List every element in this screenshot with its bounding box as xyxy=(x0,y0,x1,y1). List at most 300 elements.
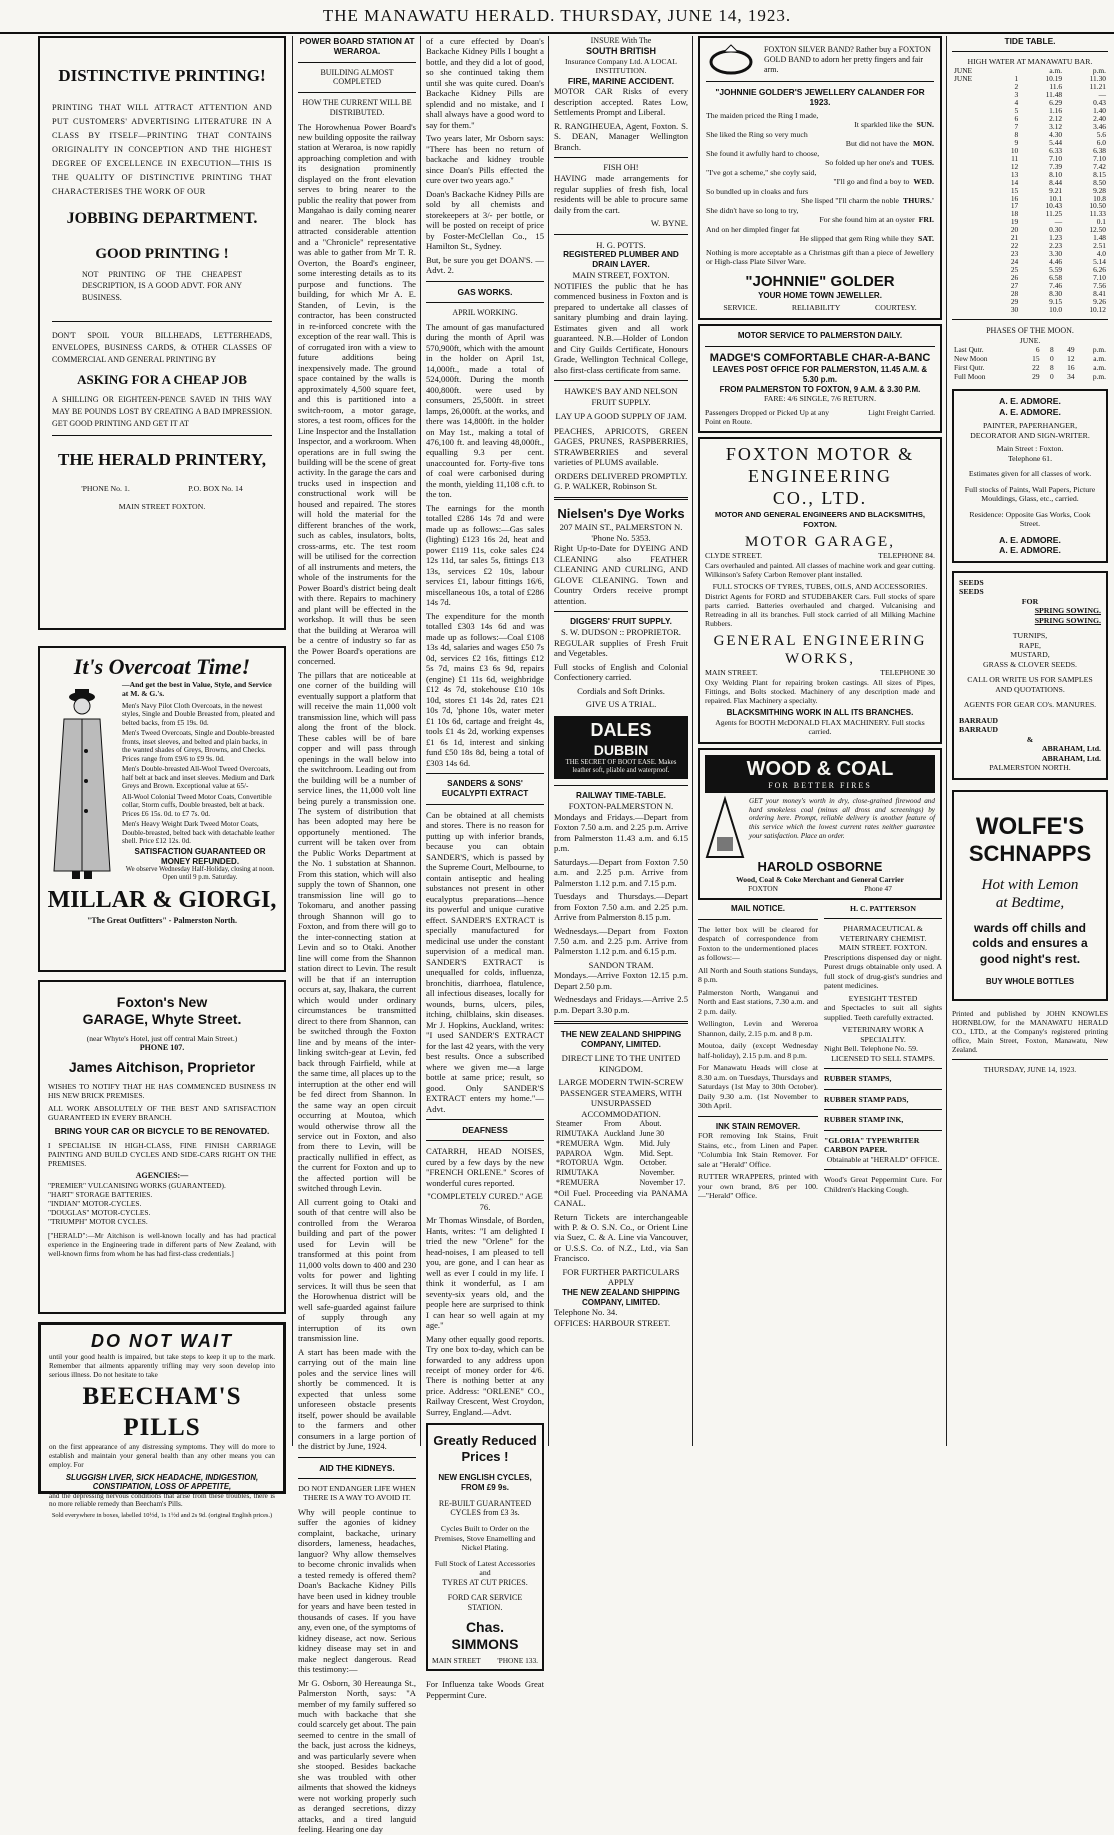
table-cell: 1.16 xyxy=(1049,105,1063,115)
column-5 xyxy=(698,36,942,1450)
table-row xyxy=(952,274,1108,282)
table-cell xyxy=(952,250,996,258)
table-cell: 10.1 xyxy=(1049,193,1063,203)
table-cell: June 30 xyxy=(639,1129,665,1139)
table-cell: 7 xyxy=(1014,121,1019,131)
table-row xyxy=(952,306,1108,314)
table-cell: 18 xyxy=(1010,209,1019,219)
table-cell: 6.58 xyxy=(1049,273,1063,283)
dubbin-dales: DALES xyxy=(590,719,652,740)
overcoat-subtitle: —And get the best in Value, Style, and Service at M. & G.'s. xyxy=(122,679,272,698)
golder-tag: COURTESY. xyxy=(875,302,917,312)
table-cell: Wgtn. xyxy=(603,1138,624,1148)
shipping-company: THE NEW ZEALAND SHIPPING COMPANY, LIMITED. xyxy=(562,1287,680,1307)
madge-footer xyxy=(705,408,935,427)
wolfe-wards: wards off chills and colds and ensures a good night's rest. xyxy=(972,920,1088,966)
table-row xyxy=(952,155,1108,163)
overcoat-man-icon xyxy=(46,681,118,881)
moon-headline: PHASES OF THE MOON. xyxy=(986,326,1074,336)
doans-para: of a cure effected by Doan's Backache Kidney Pills I bought a bottle, and they did a lot of good, so she continued taking them until she was quite cured. Doan's Backache Kidney Pills are splendid and no mistake, and I shall always have a good word to say for them." xyxy=(426,36,544,130)
table-cell: 29 xyxy=(1010,297,1019,307)
table-row xyxy=(554,1149,688,1159)
patterson-para: and Spectacles to suit all sights supplied. Teeth carefully extracted. xyxy=(824,1003,942,1022)
printery-phone: 'PHONE No. 1. xyxy=(81,484,130,494)
table-cell: 7.10 xyxy=(1093,273,1106,283)
table-cell xyxy=(952,234,996,242)
fme-garage-contact xyxy=(705,551,935,561)
woods-cure: Wood's Great Peppermint Cure. For Children's Hacking Cough. xyxy=(824,1175,942,1194)
seeds-abraham: ABRAHAM, Ltd. xyxy=(1041,753,1101,763)
fme-agents: Agents for BOOTH McDONALD FLAX MACHINERY. Full stocks carried. xyxy=(715,718,925,737)
table-cell: 12.50 xyxy=(1089,225,1106,235)
wolfe-bedtime: at Bedtime, xyxy=(995,895,1065,912)
imprint-date: THURSDAY, JUNE 14, 1923. xyxy=(983,1065,1077,1075)
madge-fare: FARE: 4/6 SINGLE, 7/6 RETURN. xyxy=(763,394,877,404)
table-cell xyxy=(952,298,996,306)
table-cell: 14 xyxy=(1010,177,1019,187)
fme-tel: TELEPHONE 84. xyxy=(878,551,935,561)
fruit-name: G. P. WALKER, Robinson St. xyxy=(554,480,657,491)
table-cell: 10 xyxy=(1010,145,1019,155)
poem-text: So folded up her one's and xyxy=(825,158,908,167)
calander-end: Nothing is more acceptable as a Christmas gift than a piece of Jewellery or High-class Plate Silver Ware. xyxy=(706,247,934,266)
column-rule xyxy=(692,36,693,1446)
table-cell: 49 xyxy=(1067,345,1075,355)
table-cell: 0.43 xyxy=(1093,97,1106,107)
garage-title-2: GARAGE, Whyte Street. xyxy=(82,1011,242,1028)
table-cell: 10.0 xyxy=(1049,305,1063,315)
table-cell xyxy=(952,195,996,203)
table-cell: New Moon xyxy=(954,354,988,364)
table-cell: 13 xyxy=(1010,169,1019,179)
kidneys-para: Why will people continue to suffer the agonies of kidney complaint, backache, urinary disorders, lameness, headaches, languor? Why allow themselves to become chronic invalids when a tested remedy is offered them? Doan's Backache Kidney Pills have been used in kidney trouble for years and have been tested in thousands of cases. If you have any, even one, of the symptoms of kidney disease, act now. Serious kidney disease may set in and make neglect dangerous. Read this testimony:— xyxy=(298,1506,416,1675)
admore-phone: Telephone 61. xyxy=(1007,453,1053,463)
column-rule xyxy=(420,36,421,1446)
golder-sub: YOUR HOME TOWN JEWELLER. xyxy=(758,290,882,300)
table-row xyxy=(952,187,1108,195)
table-cell: — xyxy=(1098,89,1106,99)
admore-name: A. E. ADMORE. xyxy=(999,406,1061,417)
table-cell: First Qutr. xyxy=(954,363,985,373)
poem-text: She didn't have so long to try, xyxy=(706,205,799,215)
seeds-for: FOR xyxy=(1021,596,1039,606)
table-header-cell: From xyxy=(603,1119,622,1129)
admore-residence: Residence: Opposite Gas Works, Cook Street. xyxy=(969,509,1091,529)
table-cell xyxy=(952,107,996,115)
diggers-cordials: Cordials and Soft Drinks. xyxy=(577,685,665,696)
table-row xyxy=(554,1139,688,1149)
table-row xyxy=(952,372,1108,381)
table-cell: 2.23 xyxy=(1049,241,1063,251)
table-cell: 16 xyxy=(1067,363,1075,373)
gas-works-para: The earnings for the month totalled £286 14s 7d and were made up as follows:—Gas sales (lighting) £123 16s 2d, heat and power £119 11s, coke sales £24 12s 11d, tar sales 5s, fittings £13 13s, services £2 10s, labour services £1, labour fittings 16/6, miscellaneous 10s, a total of £286 14s 7d. xyxy=(426,502,544,608)
table-cell: 0 xyxy=(1049,354,1054,364)
table-cell: 6.0 xyxy=(1096,137,1106,147)
garage-proprietor: James Aitchison, Proprietor xyxy=(68,1059,256,1076)
cycles-ford: FORD CAR SERVICE STATION. xyxy=(447,1593,523,1613)
table-cell xyxy=(952,115,996,123)
table-cell: 23 xyxy=(1010,249,1019,259)
madge-freight: Light Freight Carried. xyxy=(868,407,935,417)
table-cell: p.m. xyxy=(1092,345,1106,355)
gas-works-para: The expenditure for the month totalled £303 14s 6d and was made up as follows:—Coal £108 13s 4d, salaries and wages £50 7s 0d, services £2 16s, fittings £12 5s 7d, mains £3 6s 9d, repairs (engine) £1 11s 6d, weighbridge £12 4s 7d, stokehouse £10 10s 10d, stores £1 14s 2d, rates £21 10s 7d, 'phone 10s, water meter £1 10s 6d, cartage and freight 4s, tools £1 4s 2d, working expenses £1 6s 1d, interest and sinking fund £50 18s 8d, being a total of £303 14s 6d. xyxy=(426,610,544,768)
table-cell: Mid. Sept. xyxy=(639,1148,674,1158)
wolfe-hot: Hot with Lemon xyxy=(981,876,1079,893)
poem-line xyxy=(706,158,934,168)
table-cell: 0.1 xyxy=(1096,217,1106,227)
jobbing-heading: JOBBING DEPARTMENT. xyxy=(66,210,258,228)
beecham-after: on the first appearance of any distressing symptoms. They will do more to establish and maintain your general health than any other means you can employ. For xyxy=(49,1443,275,1469)
insure-para: MOTOR CAR Risks of every description accepted. Rates Low, Settlements Prompt and Liberal. xyxy=(554,86,688,118)
herald-printery-heading: THE HERALD PRINTERY, xyxy=(57,449,266,469)
table-cell: 0.30 xyxy=(1049,225,1063,235)
table-cell xyxy=(952,242,996,250)
table-cell: a.m. xyxy=(1093,354,1106,364)
table-row xyxy=(952,107,1108,115)
patterson-vet: VETERINARY WORK A SPECIALITY. xyxy=(842,1025,924,1044)
fme-garage: MOTOR GARAGE, xyxy=(745,533,895,550)
table-row xyxy=(554,1129,688,1139)
diggers-heading: DIGGERS' FRUIT SUPPLY. xyxy=(570,617,672,627)
table-cell xyxy=(952,290,996,298)
table-cell: 30 xyxy=(1010,305,1019,315)
agency-item: "HART" STORAGE BATTERIES. xyxy=(48,1190,153,1200)
table-cell: 16 xyxy=(1010,193,1019,203)
wood-name: HAROLD OSBORNE xyxy=(757,858,883,874)
power-board-para: All current going to Otaki and south of that centre will also be controlled from the Weraroa building and part of the power used for Levin will be transformed at this point from 11,000 volts down to 400 and 230 volts for power and lighting services. It will thus be seen that the Horowhenua district will be well safe-guarded against failure of supply through any interruption of its own transmission line. xyxy=(298,1196,416,1344)
table-cell: 10.50 xyxy=(1089,201,1106,211)
cycles-title: Greatly Reduced Prices ! xyxy=(433,1433,537,1465)
table-cell: 8.50 xyxy=(1093,177,1106,187)
fruit-heading: HAWKE'S BAY AND NELSON FRUIT SUPPLY. xyxy=(564,386,678,407)
shipping-telephone: Telephone No. 34. xyxy=(554,1307,618,1318)
poem-line xyxy=(706,149,934,159)
table-cell: 2 xyxy=(1014,81,1019,91)
table-cell: 20 xyxy=(1010,225,1019,235)
dye-works-para: Right Up-to-Date for DYEING AND CLEANING also FEATHER CLEANING AND CURLING, AND GLOVE CLEANING. Town and Country Orders receive prompt attention. xyxy=(554,543,688,606)
table-cell xyxy=(952,171,996,179)
poem-day: THURS.' xyxy=(903,196,934,205)
table-cell: 9.26 xyxy=(1093,297,1106,307)
wood-title: WOOD & COAL xyxy=(746,757,894,780)
table-cell: 6.38 xyxy=(1093,145,1106,155)
simmons-phone: 'PHONE 133. xyxy=(497,1656,538,1666)
railway-para: Saturdays.—Depart from Foxton 7.50 a.m. and 2.25 p.m. Arrive from Palmerston 1.12 p.m. and 7.15 p.m. xyxy=(554,856,688,888)
wood-phone: Phone 47 xyxy=(864,883,892,893)
table-cell: 1 xyxy=(1014,73,1019,83)
ink-headline: INK STAIN REMOVER. xyxy=(715,1121,801,1131)
admore-name: A. E. ADMORE. xyxy=(999,396,1061,407)
cycles-built: Cycles Built to Order on the Premises, Stove Enamelling and Nickel Plating. xyxy=(434,1524,536,1553)
eucalypti-headline: SANDERS & SONS' EUCALYPTI EXTRACT xyxy=(441,779,529,798)
madge-from: FROM PALMERSTON TO FOXTON, 9 A.M. & 3.30 P.M. xyxy=(719,384,921,394)
seeds-abraham: ABRAHAM, Ltd. xyxy=(1041,744,1101,754)
seeds-barraud: BARRAUD xyxy=(959,715,998,725)
fme-para: District Agents for FORD and STUDEBAKER Cars. Full stocks of spare parts carried. Batteries overhauled and charged. Vulcanising and Retreading in all its branches. Full stock carried of all Milking Machine Rubbers. xyxy=(705,591,935,629)
poem-line xyxy=(706,130,934,140)
gloria-title: "GLORIA" TYPEWRITER CARBON PAPER. xyxy=(824,1135,920,1155)
table-cell: 5 xyxy=(1014,105,1019,115)
table-cell: 11.21 xyxy=(1089,81,1106,91)
table-row xyxy=(952,242,1108,250)
table-cell: 34 xyxy=(1067,372,1075,382)
table-cell: 8.44 xyxy=(1049,177,1063,187)
madge-title: MADGE'S COMFORTABLE CHAR-A-BANC xyxy=(709,351,931,364)
eucalypti-para: Can be obtained at all chemists and stores. There is no reason for putting up with inferior brands, because you can obtain SANDER'S, which is passed by the Supreme Court, Melbourne, to contain antiseptic and healing substances not present in other eucalyptus preparations—hence its powerful and unique curative effect. SANDER'S EXTRACT is specially manufactured for medicinal use under the constant supervision of a medical man. SANDER'S EXTRACT is unequalled for colds, influenza, bronchitis, diarrhoea, flatulence, all infectious diseases, locally for wounds, burns, ulcers, piles, itching, chilblains, skin diseases. Mr J. Hopkins, Auckland, writes: "I used SANDER'S EXTRACT for the last 42 years, with the very best results. Once a subscribed where we given me—a large bottle at same price; result, so good. Only SANDER'S EXTRACT enters my home."—Advt. xyxy=(426,810,544,1114)
table-cell: Last Qutr. xyxy=(954,345,984,355)
dye-works-title: Nielsen's Dye Works xyxy=(557,506,685,522)
table-cell: 8 xyxy=(1049,345,1054,355)
diggers-proprietor: S. W. DUDSON :: PROPRIETOR. xyxy=(561,627,681,638)
table-cell: 27 xyxy=(1010,281,1019,291)
diggers-trial: GIVE US A TRIAL. xyxy=(585,699,657,710)
table-cell: 8 xyxy=(1014,129,1019,139)
wood-desc: Wood, Coal & Coke Merchant and General Carrier xyxy=(736,874,904,884)
table-row xyxy=(952,298,1108,306)
diggers-para: Full stocks of English and Colonial Confectionery carried. xyxy=(554,661,688,683)
poem-line xyxy=(706,225,934,235)
golder-tag: SERVICE. xyxy=(723,302,758,312)
seeds-item: MUSTARD, xyxy=(1010,650,1050,660)
railway-para: Mondays and Fridays.—Depart from Foxton 7.50 a.m. and 2.25 p.m. Arrive from Palmerston 11.43 a.m. and 6.15 p.m. xyxy=(554,811,688,854)
overcoat-item: Men's Tweed Overcoats, Single and Double-breasted fronts, inset sleeves, and belted and plain backs, in the wanted shades of Greys, Browns, and Checks. Prices range from £9/6 to £9 9s. 0d. xyxy=(122,729,275,763)
fish-headline: FISH OH! xyxy=(603,163,639,173)
table-cell: 3.46 xyxy=(1093,121,1106,131)
table-cell: 7.39 xyxy=(1049,161,1063,171)
poem-text: "I'll go and find a boy to xyxy=(833,177,910,186)
table-cell xyxy=(952,179,996,187)
table-cell xyxy=(952,218,996,226)
fme-title-1: FOXTON MOTOR & xyxy=(725,444,915,465)
table-cell xyxy=(952,202,996,210)
rubber-ink: RUBBER STAMP INK, xyxy=(824,1115,904,1125)
garage-work: ALL WORK ABSOLUTELY OF THE BEST AND SATISFACTION GUARANTEED IN EVERY BRANCH. xyxy=(48,1103,276,1122)
cycles-ad xyxy=(426,1423,544,1671)
column-1 xyxy=(38,36,286,1520)
golder-band: FOXTON SILVER BAND? Rather buy a FOXTON GOLD BAND to adorn her pretty fingers and fair arm. xyxy=(764,45,931,74)
column-rule xyxy=(548,36,549,1446)
table-cell: 3 xyxy=(1014,89,1019,99)
gas-works-subhead: APRIL WORKING. xyxy=(452,307,518,317)
good-printing-body: NOT PRINTING OF THE CHEAPEST DESCRIPTION, IS A GOOD ADVT. FOR ANY BUSINESS. xyxy=(82,270,242,302)
table-header xyxy=(952,67,1108,75)
insure-line: INSURE With The xyxy=(590,36,652,45)
poem-text: She found it awfully hard to choose, xyxy=(706,148,820,158)
railway-para: Tuesdays and Thursdays.—Depart from Foxton 7.50 a.m. and 2.25 p.m. Arrive from Palmerston 8.15 p.m. xyxy=(554,891,688,923)
table-row xyxy=(952,210,1108,218)
table-cell xyxy=(952,306,996,314)
table-cell xyxy=(952,91,996,99)
table-cell: 11.30 xyxy=(1089,73,1106,83)
patterson-address: MAIN STREET. FOXTON. xyxy=(838,943,928,953)
table-row xyxy=(952,115,1108,123)
poem-line xyxy=(706,120,934,130)
table-cell: 9.15 xyxy=(1049,297,1063,307)
simmons-name: Chas. SIMMONS xyxy=(451,1618,519,1652)
sandon-para: Mondays.—Arrive Foxton 12.15 p.m. Depart 2.50 p.m. xyxy=(554,970,688,991)
printing-title: DISTINCTIVE PRINTING! xyxy=(58,66,266,85)
fme-works-contact xyxy=(705,668,935,678)
lower-split xyxy=(698,904,942,1204)
potts-address: MAIN STREET, FOXTON. xyxy=(572,270,670,281)
agency-item: "INDIAN" MOTOR-CYCLES. xyxy=(48,1199,142,1209)
poem-text: And on her dimpled finger fat xyxy=(706,224,800,234)
golder-title: "JOHNNIE" GOLDER xyxy=(745,272,895,290)
sandon-heading: SANDON TRAM. xyxy=(588,959,654,970)
column-3 xyxy=(426,36,544,1700)
rutter-para: RUTTER WRAPPERS, printed with your own brand, 8/6 per 100. —"Herald" Office. xyxy=(698,1172,818,1201)
table-cell: 1.48 xyxy=(1093,233,1106,243)
table-row xyxy=(952,202,1108,210)
table-cell: 8.15 xyxy=(1093,169,1106,179)
table-row xyxy=(952,75,1108,83)
printery-contact xyxy=(52,484,272,494)
table-cell: RIMUTAKA xyxy=(556,1129,599,1139)
poem-text: But did not have the xyxy=(845,139,909,148)
table-cell: 5.59 xyxy=(1049,265,1063,275)
railway-headline: RAILWAY TIME-TABLE. xyxy=(576,791,666,801)
table-cell: 6 xyxy=(1014,113,1019,123)
seeds-spring: SPRING SOWING. xyxy=(1034,615,1101,625)
table-row xyxy=(952,139,1108,147)
table-cell: p.m. xyxy=(1092,372,1106,382)
calander-title: "JOHNNIE GOLDER'S JEWELLERY CALANDER FOR 1923. xyxy=(715,87,925,108)
beecham-pills: BEECHAM'S PILLS xyxy=(82,1383,242,1441)
poem-line xyxy=(706,215,934,225)
fme-main: MAIN STREET. xyxy=(705,668,758,678)
fme-tel: TELEPHONE 30 xyxy=(880,668,935,678)
table-cell: 17 xyxy=(1010,201,1019,211)
poem-line xyxy=(706,234,934,244)
seeds-place: PALMERSTON NORTH. xyxy=(989,763,1071,773)
imprint: Printed and published by JOHN KNOWLES HORNBLOW, for the MANAWATU HERALD CO., LTD., at the Company's registered printing office, Main Street, Foxton, Manawatu, New Zealand. xyxy=(952,1009,1108,1055)
table-cell: 12 xyxy=(1067,354,1075,364)
dubbin-dubbin: DUBBIN xyxy=(593,741,649,758)
table-cell: 4.0 xyxy=(1096,249,1106,259)
diggers-para: REGULAR supplies of Fresh Fruit and Vegetables. xyxy=(554,637,688,659)
insure-line: Insurance Company Ltd. A LOCAL INSTITUTION. xyxy=(565,56,677,76)
table-row xyxy=(952,290,1108,298)
garage-bring: BRING YOUR CAR OR BICYCLE TO BE RENOVATED. xyxy=(54,1126,270,1137)
garage-agencies-list xyxy=(48,1181,276,1226)
table-cell: RIMUTAKA xyxy=(556,1168,599,1178)
table-cell: 1.40 xyxy=(1093,105,1106,115)
cycles-new: NEW ENGLISH CYCLES, FROM £9 9s. xyxy=(438,1473,532,1492)
wolfe-title: WOLFE'S xyxy=(975,812,1085,840)
wood-footer xyxy=(705,884,935,893)
wood-coal-ad xyxy=(698,748,942,900)
south-british-name: SOUTH BRITISH xyxy=(585,45,656,56)
column-6 xyxy=(952,36,1108,1450)
madge-passengers: Passengers Dropped or Picked Up at any Point en Route. xyxy=(705,407,830,427)
shipping-headline: THE NEW ZEALAND SHIPPING COMPANY, LIMITED. xyxy=(560,1030,682,1050)
kidneys-subhead: DO NOT ENDANGER LIFE WHEN THERE IS A WAY TO AVOID IT. xyxy=(298,1483,416,1503)
ring-icon xyxy=(706,44,756,76)
beecham-list: SLUGGISH LIVER, SICK HEADACHE, INDIGESTION, CONSTIPATION, LOSS OF APPETITE, xyxy=(65,1472,259,1492)
table-cell: November. xyxy=(639,1168,675,1178)
wolfe-schnapps: SCHNAPPS xyxy=(968,841,1092,867)
printery-street: MAIN STREET FOXTON. xyxy=(118,501,206,511)
table-cell xyxy=(952,187,996,195)
sandon-para: Wednesdays and Fridays.—Arrive 2.5 p.m. Depart 3.30 p.m. xyxy=(554,994,688,1015)
table-cell: 7.10 xyxy=(1049,153,1063,163)
insure-para: R. RANGIHEUEA, Agent, Foxton. S. S. DEAN, Manager Wellington Branch. xyxy=(554,120,688,152)
mail-para: Palmerston North, Wanganui and North and East stations, 7.30 a.m. and 2 p.m. daily. xyxy=(698,987,818,1016)
table-row xyxy=(952,250,1108,258)
patterson-eyesight: EYESIGHT TESTED xyxy=(848,993,918,1003)
poem-text: He slipped that gem Ring while they xyxy=(799,234,915,243)
table-cell: 8 xyxy=(1049,363,1054,373)
rubber-stamps: RUBBER STAMPS, xyxy=(824,1074,892,1084)
garage-note: ["HERALD":—Mr Aitchison is well-known locally and has had practical experience in the Engineering trade in different parts of New Zealand, with well-known firms from whom he has had first-class credentials.] xyxy=(48,1232,276,1258)
table-cell: 2.51 xyxy=(1093,241,1106,251)
kidneys-para: Mr G. Osborn, 30 Hereaunga St., Palmerston North, says: "A member of my family suffered so much with backache that she could scarcely get about. The pain seemed to centre in the small of the back, just across the kidneys, and was particularly severe when she stooped. Besides backache she was troubled with other ailments that showed the kidneys were not working properly such as deranged secretions, dizzy attacks, and a tired languid feeling. Hearing one day xyxy=(298,1677,416,1835)
seeds-agents: AGENTS FOR GEAR CO's. MANURES. xyxy=(963,700,1097,710)
doans-para: Doan's Backache Kidney Pills are sold by all chemists and storekeepers at 3/- per bottle, or will be posted on receipt of price by Foster-McClellan Co., 15 Hamilton St., Sydney. xyxy=(426,188,544,252)
agency-item: "TRIUMPH" MOTOR CYCLES. xyxy=(48,1217,148,1227)
admore-trade: PAINTER, PAPERHANGER, DECORATOR AND SIGN-WRITER. xyxy=(970,421,1090,440)
table-cell xyxy=(952,266,996,274)
spoil-text: DON'T SPOIL YOUR BILLHEADS, LETTERHEADS, ENVELOPES, BUSINESS CARDS, & OTHER CLASSES OF COMMERCIAL AND GENERAL PRINTING BY xyxy=(52,330,272,364)
admore-stocks: Full stocks of Paints, Wall Papers, Picture Mouldings, Glass, etc., carried. xyxy=(964,484,1096,504)
table-cell: 7.10 xyxy=(1093,153,1106,163)
tide-table xyxy=(952,67,1108,315)
table-cell: 4.30 xyxy=(1049,129,1063,139)
table-cell: October. xyxy=(639,1158,667,1168)
table-cell: 19 xyxy=(1010,217,1019,227)
dye-works-address: 207 MAIN ST., PALMERSTON N. 'Phone No. 5353. xyxy=(559,522,683,543)
patterson-para: Prescriptions dispensed day or night. Purest drugs obtainable only used. A full stock of drug-gist's sundries and patent medicines. xyxy=(824,952,942,991)
table-row xyxy=(952,171,1108,179)
table-cell: 2.12 xyxy=(1049,113,1063,123)
seeds-barraud: BARRAUD xyxy=(959,725,998,735)
wood-para: GET your money's worth in dry, close-grained firewood and hard smokeless coal (minus all dross and screenings) by ordering here. Prompt, reliable delivery is another feature of this service which the lowest current rates neither guarantee your satisfaction. Place an order. xyxy=(749,796,935,840)
cycles-rebuilt: RE-BUILT GUARANTEED CYCLES from £3 3s. xyxy=(438,1498,532,1518)
table-cell: 7.56 xyxy=(1093,281,1106,291)
cycles-stock: Full Stock of Latest Accessories and xyxy=(434,1558,536,1578)
table-cell: 9 xyxy=(1014,137,1019,147)
table-cell: 10.12 xyxy=(1089,305,1106,315)
table-row xyxy=(952,226,1108,234)
beecham-sold: Sold everywhere in boxes, labelled 10½d, 1s 1½d and 2s 9d. (original English prices.) xyxy=(51,1512,273,1520)
golder-tag: RELIABILITY xyxy=(791,302,841,312)
seeds-item: RAPE, xyxy=(1019,640,1041,650)
table-row xyxy=(554,1168,688,1178)
shipping-sub: DIRECT LINE TO THE UNITED KINGDOM. xyxy=(561,1053,681,1074)
mail-para: All North and South stations Sundays, 8 p.m. xyxy=(698,965,818,985)
dubbin-ad xyxy=(554,716,688,780)
garage-ad xyxy=(38,980,286,1314)
table-row xyxy=(952,258,1108,266)
table-cell xyxy=(952,258,996,266)
table-row xyxy=(952,354,1108,363)
power-board-para: The pillars that are noticeable at one corner of the building will eventually support a platform that will receive the main 11,000 volt transmission line, which will pass along the front of the block. These cables will be of bare copper and will pass through openings in the wall below into the switchroom. Leading out from the building will be a number of service lines, the 11,000 volt line being purely a transmission one. The system of distribution that has been adopted may here be opportunely mentioned. The current will be taken over from the Public Works Department at the No. 1 substation at Shannon. From this station, which will also supply the town of Shannon, one transmission line will go to Tokomaru, and another passing through Shannon will go to Foxton, and from there will go to the inter-connecting station at Levin and so to Otaki. Another line will come from the Shannon station direct to Levin. The result will be that if an interruption occurs at, say, Ihakara, the current which would under ordinary circumstances be transmitted direct to there from Shannon, can be switched through the Foxton line and by means of the inter-linking switch-gear at Levin, fed back through Fairfield, while at the same time, all places up to the interruption at the other end will be fed direct from Shannon. In the same way an open circuit occurring at Moutoa, which would otherwise throw all the service out in Foxton, and also from there to Levin, will be practically nullified in effect, as the current for Foxton and up to the affected portion will be switched through Levin. xyxy=(298,669,416,1194)
table-cell: 0 xyxy=(1049,372,1054,382)
fish-para: HAVING made arrangements for regular supplies of fresh fish, local residents will be able to procure same daily from the cart. xyxy=(554,173,688,215)
table-cell xyxy=(952,123,996,131)
table-header-cell: a.m. xyxy=(1049,65,1063,75)
wolfe-ad xyxy=(952,790,1108,1001)
tide-sub: HIGH WATER AT MANAWATU BAR. xyxy=(967,57,1093,67)
moon-month: JUNE. xyxy=(1019,336,1041,346)
mail-para: Moutoa, daily (except Wednesday half-holiday), 2.15 p.m. and 8 p.m. xyxy=(698,1041,818,1060)
poem-line xyxy=(706,187,934,197)
table-cell xyxy=(952,139,996,147)
railway-sub: FOXTON-PALMERSTON N. xyxy=(568,801,674,812)
column-2 xyxy=(298,36,416,1835)
millar-giorgi-name: MILLAR & GIORGI, xyxy=(47,887,277,914)
table-cell: 26 xyxy=(1010,273,1019,283)
